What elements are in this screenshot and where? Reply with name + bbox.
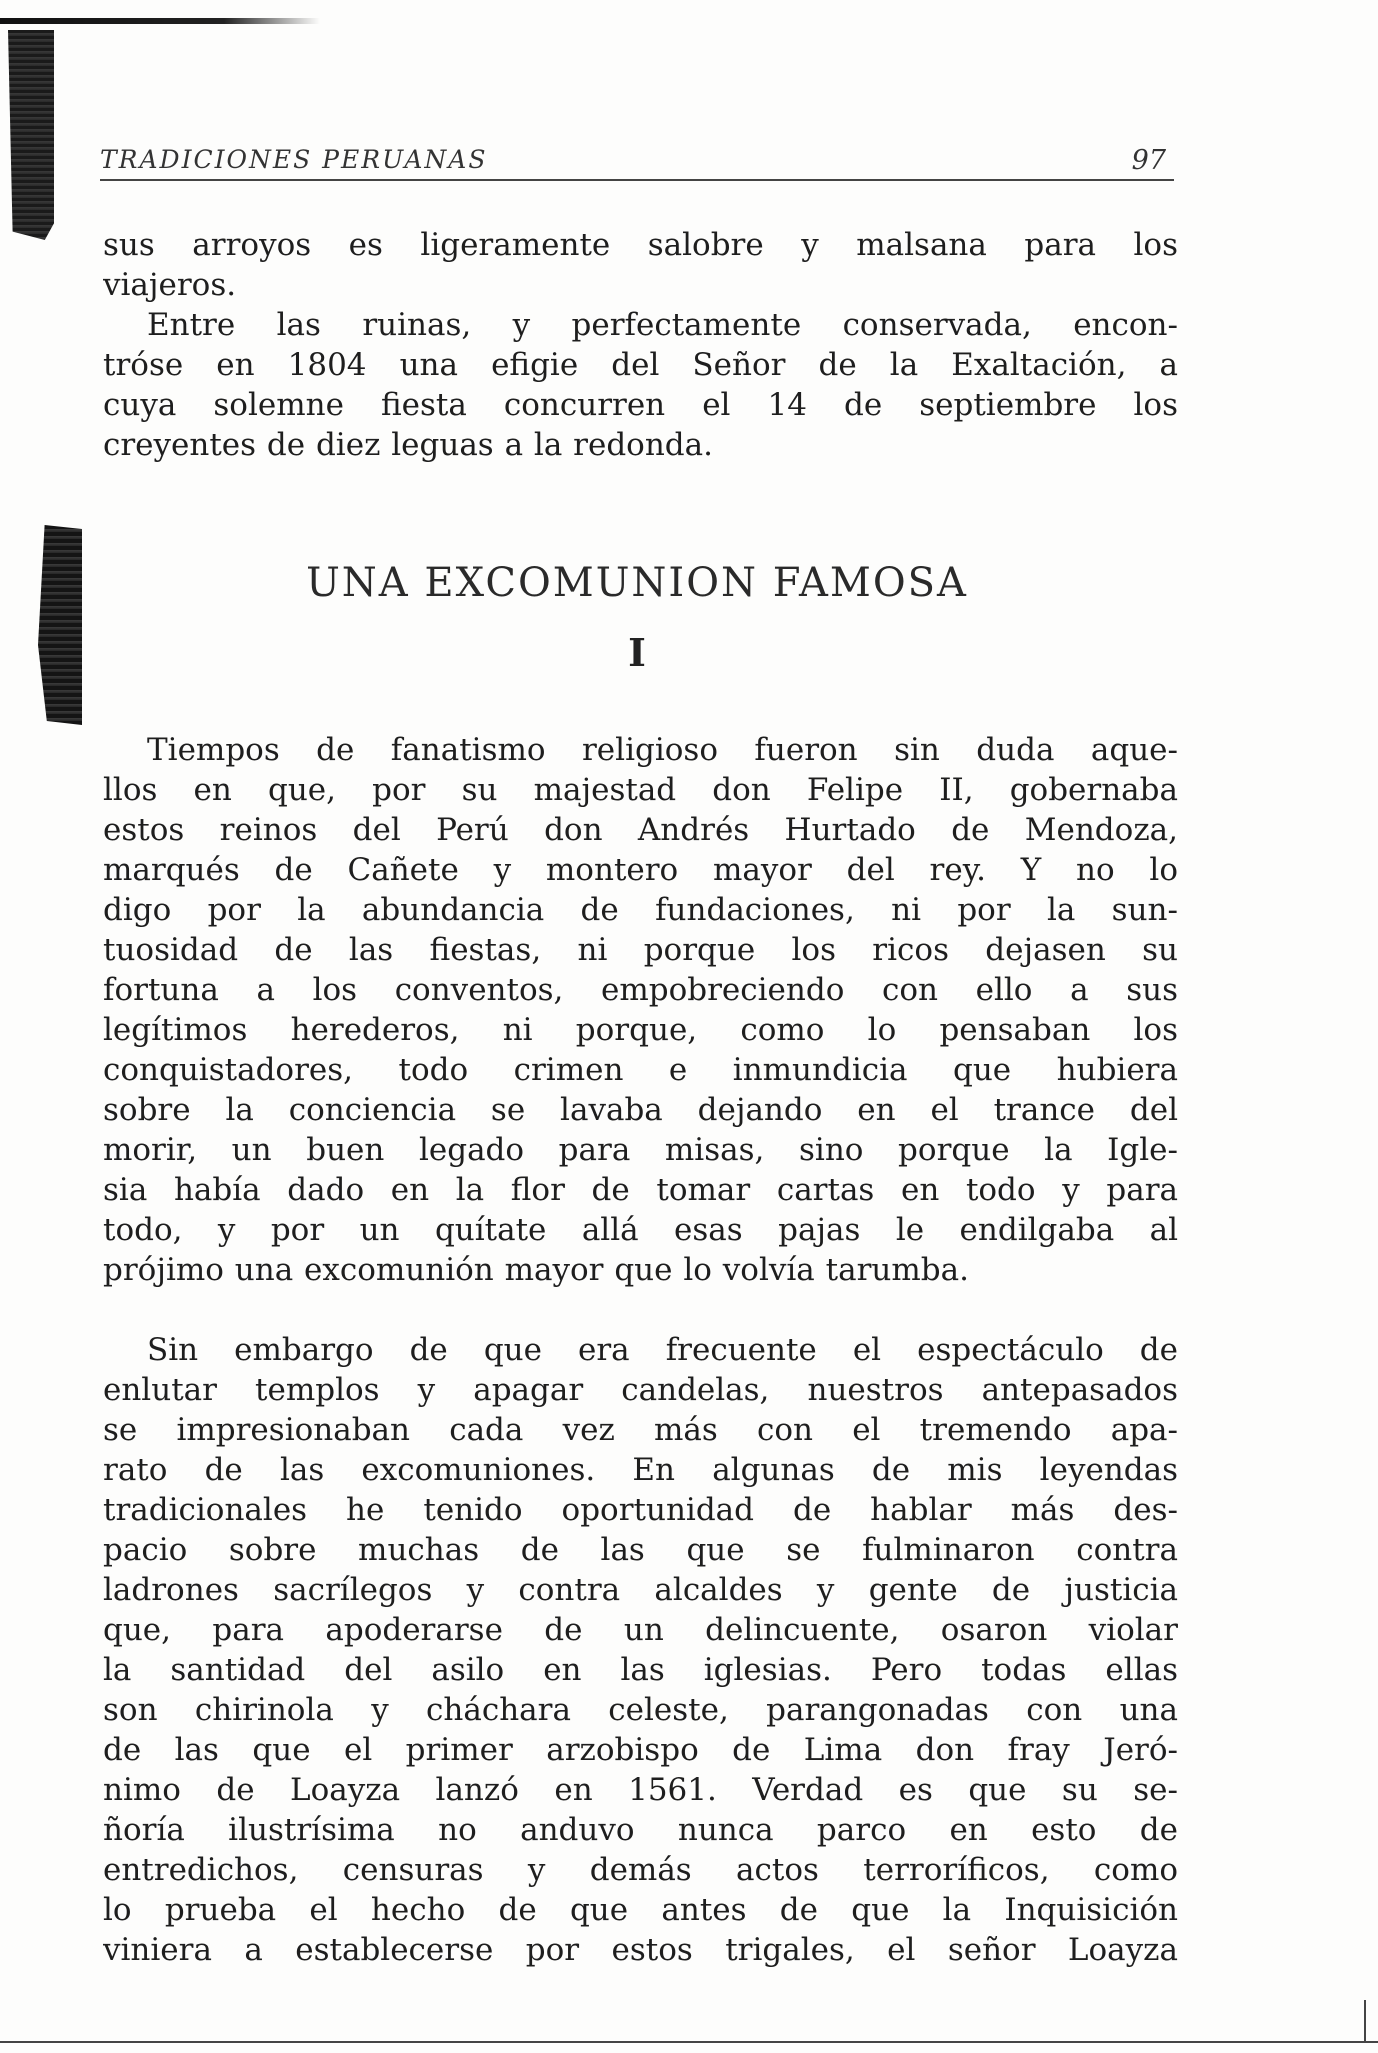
text-line: la santidad del asilo en las iglesias. Pero todas ellas <box>103 1652 1178 1688</box>
text-line: tróse en 1804 una efigie del Señor de la Exaltación, a <box>103 347 1178 383</box>
text-line: creyentes de diez leguas a la redonda. <box>103 427 713 463</box>
text-line: viajeros. <box>103 267 237 303</box>
text-line: viniera a establecerse por estos trigales, el señor Loayza <box>103 1932 1178 1968</box>
text-line: entredichos, censuras y demás actos terroríficos, como <box>103 1852 1178 1888</box>
page-number: 97 <box>1131 145 1166 176</box>
text-line: digo por la abundancia de fundaciones, ni por la sun- <box>103 892 1178 928</box>
text-line: morir, un buen legado para misas, sino porque la Igle- <box>103 1132 1178 1168</box>
scan-artifact-top <box>0 18 320 24</box>
text-line: ladrones sacrílegos y contra alcaldes y gente de justicia <box>103 1572 1178 1608</box>
page-header <box>100 145 1174 187</box>
text-line: cuya solemne fiesta concurren el 14 de septiembre los <box>103 387 1178 423</box>
text-line: sobre la conciencia se lavaba dejando en el trance del <box>103 1092 1178 1128</box>
chapter-number: I <box>628 630 646 675</box>
section-title: UNA EXCOMUNION FAMOSA <box>306 560 968 606</box>
paragraph-continued <box>103 225 1178 465</box>
scan-artifact-binding-middle <box>38 525 82 725</box>
scan-artifact-corner <box>1364 2000 1366 2042</box>
text-line: marqués de Cañete y montero mayor del rey. Y no lo <box>103 852 1178 888</box>
text-line: tuosidad de las fiestas, ni porque los ricos dejasen su <box>103 932 1178 968</box>
text-line: Tiempos de fanatismo religioso fueron sin duda aque- <box>147 732 1178 768</box>
text-line: pacio sobre muchas de las que se fulminaron contra <box>103 1532 1178 1568</box>
text-line: tradicionales he tenido oportunidad de hablar más des- <box>103 1492 1178 1528</box>
text-line: sia había dado en la flor de tomar cartas en todo y para <box>103 1172 1178 1208</box>
paragraph <box>103 730 1178 1290</box>
text-line: fortuna a los conventos, empobreciendo con ello a sus <box>103 972 1178 1008</box>
header-rule <box>100 179 1174 181</box>
text-line: legítimos herederos, ni porque, como lo pensaban los <box>103 1012 1178 1048</box>
text-line: nimo de Loayza lanzó en 1561. Verdad es que su se- <box>103 1772 1178 1808</box>
text-line: rato de las excomuniones. En algunas de mis leyendas <box>103 1452 1178 1488</box>
text-line: estos reinos del Perú don Andrés Hurtado de Mendoza, <box>103 812 1178 848</box>
text-line: sus arroyos es ligeramente salobre y malsana para los <box>103 227 1178 263</box>
text-line: lo prueba el hecho de que antes de que la Inquisición <box>103 1892 1178 1928</box>
paragraph <box>103 1330 1178 1970</box>
text-line: que, para apoderarse de un delincuente, osaron violar <box>103 1612 1178 1648</box>
text-line: ñoría ilustrísima no anduvo nunca parco en esto de <box>103 1812 1178 1848</box>
text-line: enlutar templos y apagar candelas, nuestros antepasados <box>103 1372 1178 1408</box>
text-line: Sin embargo de que era frecuente el espectáculo de <box>147 1332 1178 1368</box>
text-line: prójimo una excomunión mayor que lo volvía tarumba. <box>103 1252 969 1288</box>
scan-binding-edge <box>0 0 80 2053</box>
text-line: Entre las ruinas, y perfectamente conservada, encon- <box>147 307 1178 343</box>
text-line: de las que el primer arzobispo de Lima don fray Jeró- <box>103 1732 1178 1768</box>
text-line: todo, y por un quítate allá esas pajas le endilgaba al <box>103 1212 1178 1248</box>
scan-artifact-bottom-rule <box>0 2041 1378 2043</box>
scan-artifact-binding-top <box>8 30 54 240</box>
text-line: se impresionaban cada vez más con el tremendo apa- <box>103 1412 1178 1448</box>
text-line: son chirinola y cháchara celeste, parangonadas con una <box>103 1692 1178 1728</box>
text-line: llos en que, por su majestad don Felipe II, gobernaba <box>103 772 1178 808</box>
running-title: TRADICIONES PERUANAS <box>100 145 488 174</box>
text-line: conquistadores, todo crimen e inmundicia que hubiera <box>103 1052 1178 1088</box>
